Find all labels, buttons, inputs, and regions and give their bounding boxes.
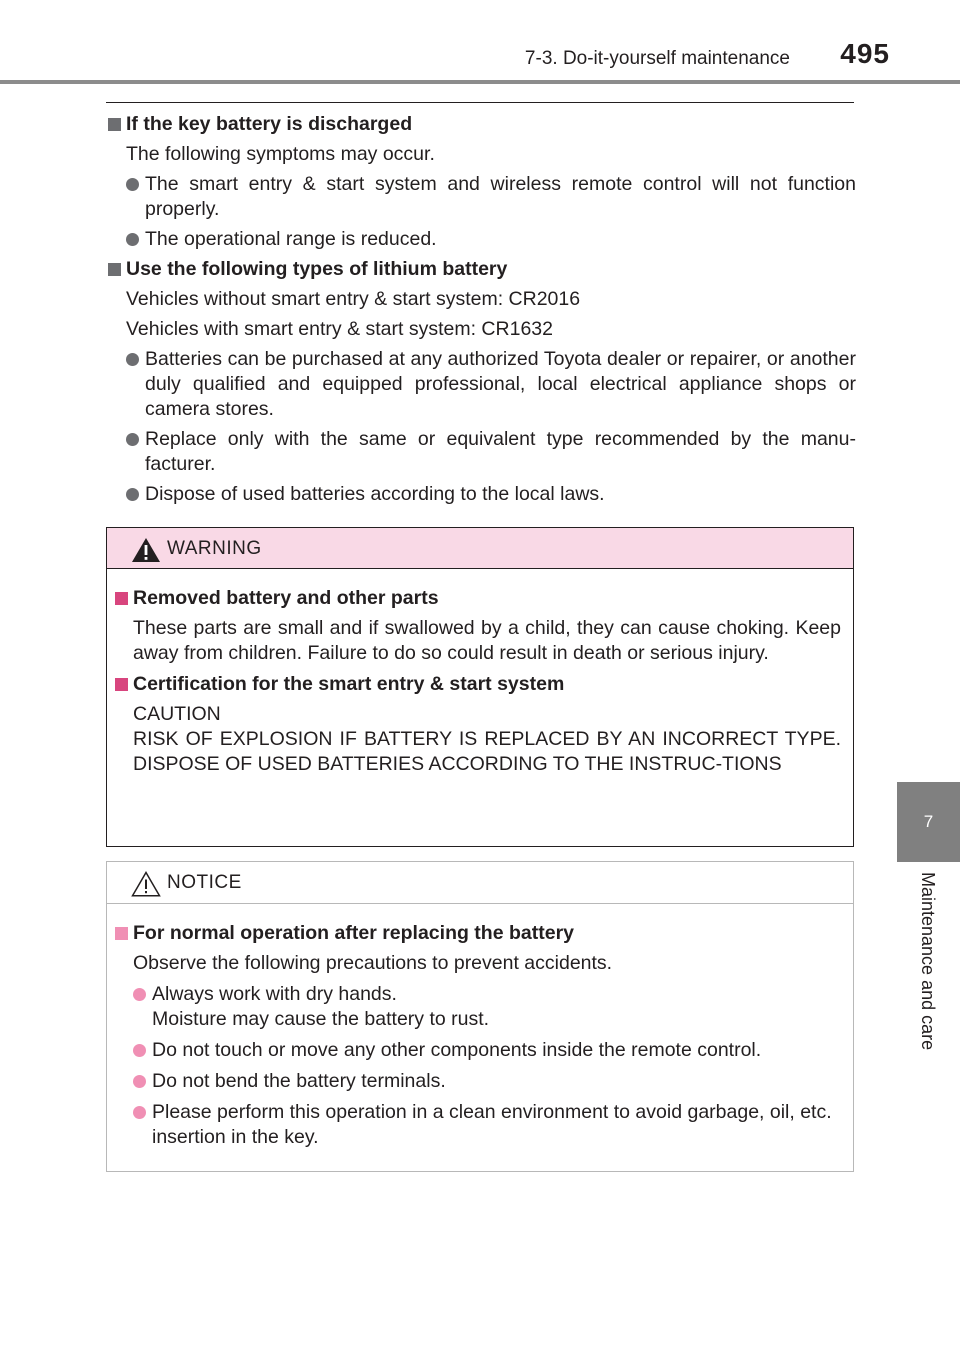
content-divider (106, 102, 854, 103)
circle-bullet-icon (133, 1044, 146, 1057)
main-content (106, 112, 856, 512)
section-title: 7-3. Do-it-yourself maintenance (524, 48, 790, 69)
list-item: Batteries can be purchased at any authorized Toyota dealer or repairer, or another duly qualified and equipped professional, local electrical appliance shops or camera stores. (126, 347, 856, 422)
square-bullet-icon (115, 927, 128, 940)
circle-bullet-icon (126, 353, 139, 366)
list-item: Please perform this operation in a clean environment to avoid garbage, oil, etc. insertion in the key. (133, 1100, 841, 1150)
circle-bullet-icon (126, 433, 139, 446)
chapter-label: Maintenance and care (918, 872, 938, 1051)
chapter-tab[interactable]: 7 (897, 782, 960, 862)
caution-label: CAUTION (133, 703, 221, 725)
notice-header (107, 862, 853, 904)
list-item: Do not touch or move any other components inside the remote control. (133, 1038, 841, 1063)
paragraph: The following symptoms may occur. (126, 143, 435, 165)
section-heading: Use the following types of lithium battery (106, 257, 856, 282)
circle-bullet-icon (133, 988, 146, 1001)
circle-bullet-icon (133, 1106, 146, 1119)
list-item: Do not bend the battery terminals. (133, 1069, 841, 1094)
caution-text: RISK OF EXPLOSION IF BATTERY IS REPLACED BY AN INCORRECT TYPE. DISPOSE OF USED BATTERIES ACCORDING TO THE INSTRUC-TIONS (133, 728, 841, 775)
circle-bullet-icon (133, 1075, 146, 1088)
notice-heading: For normal operation after replacing the battery (111, 921, 841, 946)
section-key-battery-discharged (106, 112, 856, 252)
notice-box (106, 861, 854, 1172)
paragraph: Vehicles with smart entry & start system: CR1632 (126, 318, 553, 340)
list-item: Dispose of used batteries according to the local laws. (126, 482, 856, 507)
list-item: Replace only with the same or equivalent type recommended by the manu-facturer. (126, 427, 856, 477)
list-item: Always work with dry hands. Moisture may cause the battery to rust. (133, 982, 841, 1032)
warning-heading: Certification for the smart entry & start system (111, 672, 841, 697)
list-item: The smart entry & start system and wireless remote control will not function properly. (126, 172, 856, 222)
notice-body (107, 904, 853, 1150)
section-lithium-battery-types (106, 257, 856, 507)
square-bullet-icon (115, 592, 128, 605)
notice-intro: Observe the following precautions to prevent accidents. (133, 952, 613, 974)
notice-title: NOTICE (167, 872, 242, 893)
square-bullet-icon (108, 263, 121, 276)
circle-bullet-icon (126, 178, 139, 191)
notice-triangle-icon (131, 871, 161, 897)
section-heading: If the key battery is discharged (106, 112, 856, 137)
warning-text: These parts are small and if swallowed by a child, they can cause choking. Keep away from children. Failure to do so could result in death or serious injury. (133, 617, 841, 664)
warning-title: WARNING (167, 538, 262, 559)
warning-box (106, 527, 854, 847)
warning-heading: Removed battery and other parts (111, 586, 841, 611)
square-bullet-icon (115, 678, 128, 691)
paragraph: Vehicles without smart entry & start system: CR2016 (126, 288, 581, 310)
warning-body (107, 569, 853, 777)
circle-bullet-icon (126, 488, 139, 501)
square-bullet-icon (108, 118, 121, 131)
header-rule (0, 80, 960, 84)
chapter-label-container (897, 862, 960, 1162)
list-item: The operational range is reduced. (126, 227, 856, 252)
circle-bullet-icon (126, 233, 139, 246)
warning-text (133, 702, 841, 777)
warning-triangle-icon (131, 537, 161, 563)
page-number: 495 (840, 38, 890, 69)
warning-header (107, 528, 853, 569)
